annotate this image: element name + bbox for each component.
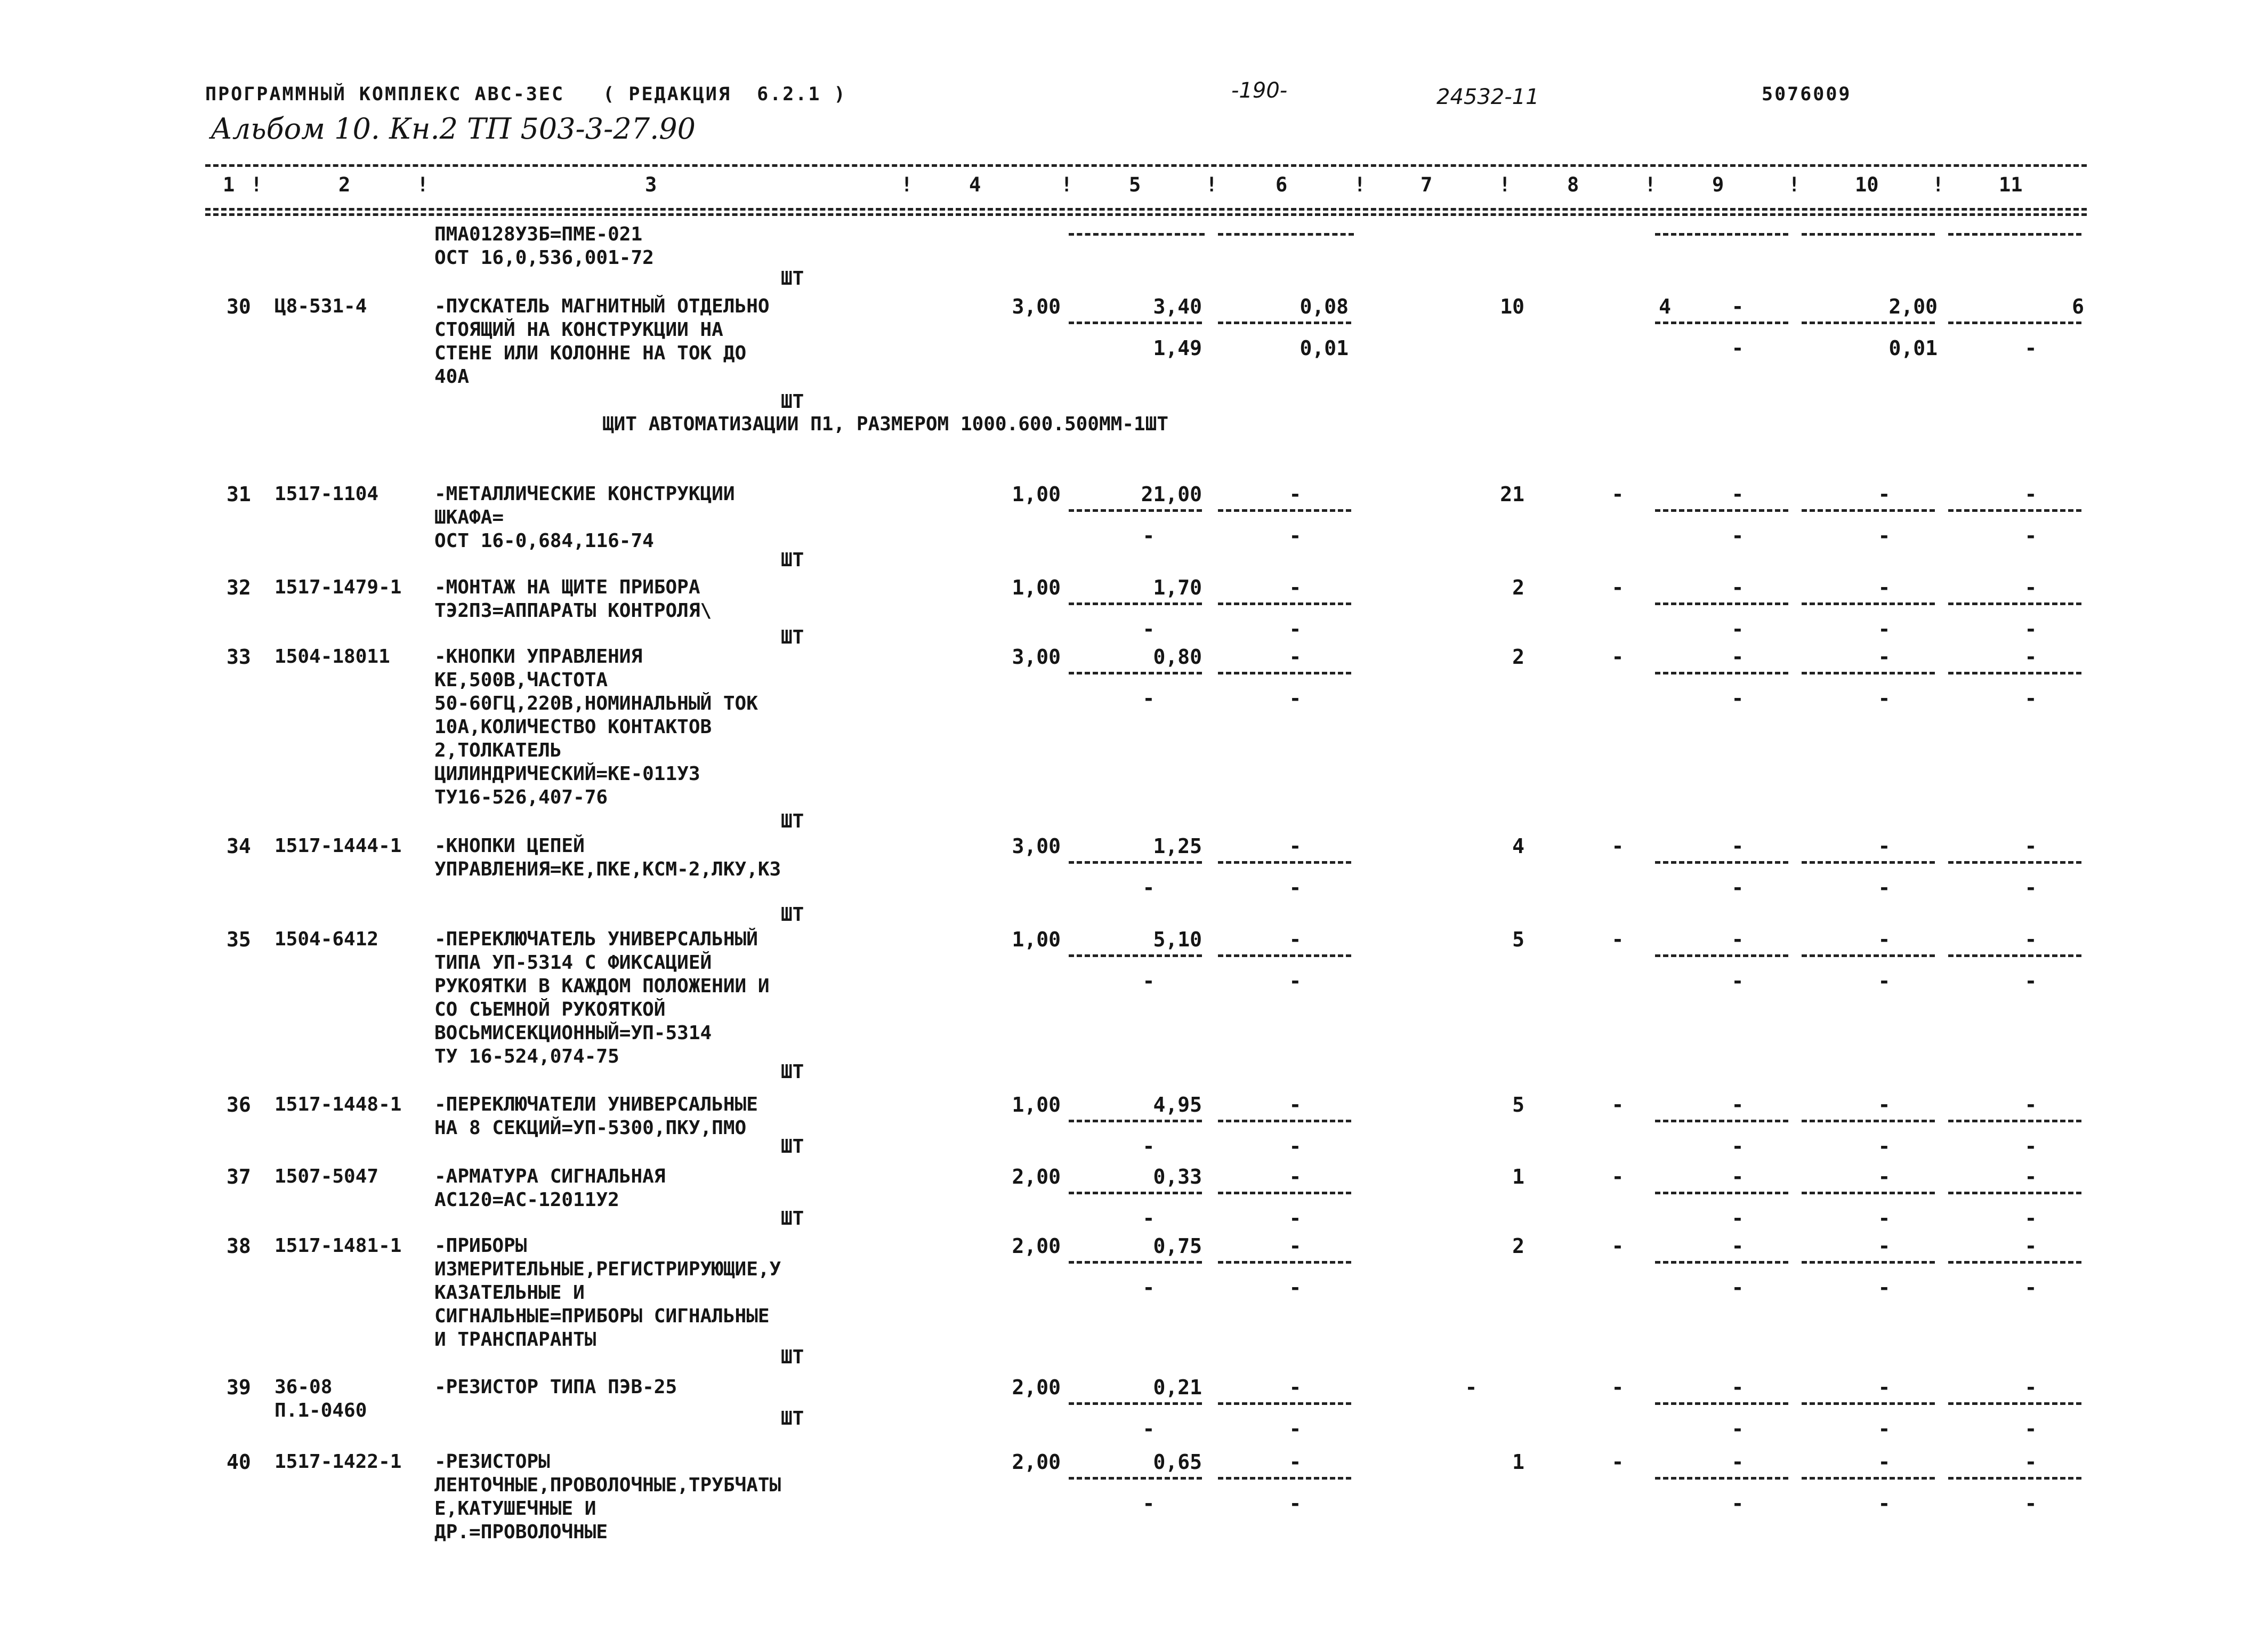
- cell-c7: 10: [1500, 295, 1524, 318]
- cell-bar-c11: [1948, 672, 2081, 674]
- cell-c6: -: [1289, 645, 1302, 669]
- cell-bar-c11: [1948, 1477, 2081, 1480]
- cell-bar-c6: [1218, 1477, 1351, 1480]
- cell-c10b: -: [1878, 1276, 1891, 1299]
- cell-bar-c10: [1802, 322, 1935, 324]
- cell-c5b: -: [1142, 876, 1155, 899]
- cell-bar-c11: [1948, 1120, 2081, 1122]
- cell-bar-c5: [1069, 672, 1202, 674]
- row-code: 1517-1448-1: [275, 1094, 402, 1115]
- cell-c9: -: [1731, 1234, 1744, 1258]
- cell-c11b: -: [2024, 1276, 2037, 1299]
- cell-c8: -: [1611, 1450, 1624, 1474]
- row-code: 1517-1444-1: [275, 835, 402, 857]
- cell-c10b: -: [1878, 876, 1891, 899]
- cell-c5b: -: [1142, 1276, 1155, 1299]
- cell-c6: -: [1289, 483, 1302, 506]
- cell-c6b: -: [1289, 1135, 1302, 1158]
- cell-c6b: -: [1289, 1276, 1302, 1299]
- row-unit: ШТ: [781, 1136, 804, 1158]
- cell-c9: -: [1731, 834, 1744, 858]
- cell-c6b: -: [1289, 687, 1302, 710]
- cell-c5: 0,80: [1153, 645, 1202, 669]
- cell-c10: -: [1878, 645, 1891, 669]
- cell-bar-c6: [1218, 602, 1351, 605]
- cell-c11: -: [2024, 1093, 2037, 1116]
- cell-c10: -: [1878, 576, 1891, 599]
- cell-bar-c9: [1655, 602, 1788, 605]
- cell-bar-c11: [1948, 1192, 2081, 1194]
- cell-c4: 3,00: [1012, 834, 1061, 858]
- cell-bar-c11: [1948, 954, 2081, 957]
- cell-c10: -: [1878, 834, 1891, 858]
- cell-c10b: 0,01: [1888, 336, 1938, 360]
- cell-c10: -: [1878, 1165, 1891, 1188]
- document-number: 24532-11: [1436, 85, 1539, 109]
- cell-bar-c10: [1802, 1477, 1935, 1480]
- cell-bar-c10: [1802, 1192, 1935, 1194]
- row-description: -ПЕРЕКЛЮЧАТЕЛИ УНИВЕРСАЛЬНЫЕ НА 8 СЕКЦИЙ=УП-5300,ПКУ,ПМО: [434, 1094, 758, 1139]
- row-number: 32: [227, 576, 251, 599]
- cell-bar-c9: [1655, 322, 1788, 324]
- cell-c7: 5: [1512, 1093, 1524, 1116]
- cell-c6: 0,08: [1300, 295, 1349, 318]
- cell-bar-c9: [1655, 1192, 1788, 1194]
- cell-bar-c5: [1069, 509, 1202, 512]
- cell-c9b: -: [1731, 1207, 1744, 1230]
- col-5: 5: [1129, 173, 1141, 196]
- row-code: 1517-1479-1: [275, 576, 402, 598]
- cell-c6b: -: [1289, 1492, 1302, 1515]
- cell-c6b: -: [1289, 524, 1302, 548]
- cell-c7: 1: [1512, 1450, 1524, 1474]
- cell-bar-c11: [1948, 1402, 2081, 1405]
- cell-c11b: -: [2024, 969, 2037, 993]
- row-code: 1504-6412: [275, 928, 379, 950]
- cell-bar-c9: [1655, 1477, 1788, 1480]
- cell-c5b: -: [1142, 1207, 1155, 1230]
- col-sep: !: [901, 173, 913, 196]
- row-number: 30: [227, 295, 251, 318]
- pre-bar-11: [1948, 233, 2081, 236]
- cell-c8: -: [1611, 483, 1624, 506]
- row-unit: ШТ: [781, 904, 804, 926]
- cell-c4: 1,00: [1012, 576, 1061, 599]
- cell-bar-c11: [1948, 1261, 2081, 1264]
- row-number: 34: [227, 834, 251, 858]
- row-description: -КНОПКИ УПРАВЛЕНИЯ КЕ,500В,ЧАСТОТА 50-60ГЦ,220В,НОМИНАЛЬНЫЙ ТОК 10А,КОЛИЧЕСТВО КОНТАКТОВ 2,ТОЛКАТЕЛЬ ЦИЛИНДРИЧЕСКИЙ=КЕ-011У3 ТУ16-526,407-76: [434, 646, 758, 808]
- cell-c8: -: [1611, 834, 1624, 858]
- cell-c10b: -: [1878, 1492, 1891, 1515]
- cell-c10b: -: [1878, 524, 1891, 548]
- cell-c10b: -: [1878, 969, 1891, 993]
- cell-c10: -: [1878, 1376, 1891, 1399]
- col-1: 1: [223, 173, 235, 196]
- cell-c7: 1: [1512, 1165, 1524, 1188]
- row-description: -РЕЗИСТОР ТИПА ПЭВ-25: [434, 1376, 677, 1398]
- cell-bar-c11: [1948, 602, 2081, 605]
- cell-bar-c10: [1802, 509, 1935, 512]
- cell-c11b: -: [2024, 1492, 2037, 1515]
- header-top-rule: [205, 164, 2087, 167]
- cell-c11: -: [2024, 1234, 2037, 1258]
- cell-c7: 2: [1512, 645, 1524, 669]
- cell-c4: 3,00: [1012, 295, 1061, 318]
- cell-c6: -: [1289, 1165, 1302, 1188]
- cell-c11b: -: [2024, 1135, 2037, 1158]
- cell-bar-c10: [1802, 1261, 1935, 1264]
- cell-c11: -: [2024, 834, 2037, 858]
- row-description: -РЕЗИСТОРЫ ЛЕНТОЧНЫЕ,ПРОВОЛОЧНЫЕ,ТРУБЧАТЫ Е,КАТУШЕЧНЫЕ И ДР.=ПРОВОЛОЧНЫЕ: [434, 1451, 781, 1543]
- row-description: -КНОПКИ ЦЕПЕЙ УПРАВЛЕНИЯ=КЕ,ПКЕ,КСМ-2,ЛКУ,КЗ: [434, 835, 781, 880]
- cell-bar-c5: [1069, 1192, 1202, 1194]
- cell-c9: -: [1731, 1376, 1744, 1399]
- row-number: 33: [227, 645, 251, 669]
- col-8: 8: [1567, 173, 1579, 196]
- cell-c11b: -: [2024, 617, 2037, 641]
- cell-c11: -: [2024, 1165, 2037, 1188]
- cell-c5: 3,40: [1153, 295, 1202, 318]
- cell-c6: -: [1289, 834, 1302, 858]
- cell-c5: 0,65: [1153, 1450, 1202, 1474]
- cell-c11b: -: [2024, 524, 2037, 548]
- cell-c6: -: [1289, 1450, 1302, 1474]
- cell-c8: -: [1611, 1165, 1624, 1188]
- cell-c5: 0,75: [1153, 1234, 1202, 1258]
- cell-c10: -: [1878, 1234, 1891, 1258]
- cell-c7: 2: [1512, 576, 1524, 599]
- cell-bar-c6: [1218, 322, 1351, 324]
- row-description: -МЕТАЛЛИЧЕСКИЕ КОНСТРУКЦИИ ШКАФА= ОСТ 16-0,684,116-74: [434, 483, 735, 552]
- cell-c9: -: [1731, 295, 1744, 318]
- cell-c10b: -: [1878, 1417, 1891, 1441]
- cell-bar-c6: [1218, 509, 1351, 512]
- cell-c11b: -: [2024, 1417, 2037, 1441]
- cell-c5b: -: [1142, 1135, 1155, 1158]
- section-title: ЩИТ АВТОМАТИЗАЦИИ П1, РАЗМЕРОМ 1000.600.500ММ-1ШТ: [602, 413, 1169, 435]
- cell-c5: 21,00: [1141, 483, 1202, 506]
- cell-c6b: -: [1289, 1207, 1302, 1230]
- col-9: 9: [1712, 173, 1724, 196]
- row-number: 35: [227, 928, 251, 951]
- cell-c9b: -: [1731, 687, 1744, 710]
- cell-c5: 1,25: [1153, 834, 1202, 858]
- cell-c8: -: [1611, 1234, 1624, 1258]
- cell-c10b: -: [1878, 1135, 1891, 1158]
- cell-c9b: -: [1731, 617, 1744, 641]
- cell-c11: 6: [2072, 295, 2084, 318]
- row-unit: ШТ: [781, 391, 804, 413]
- cell-c10: -: [1878, 483, 1891, 506]
- cell-bar-c5: [1069, 322, 1202, 324]
- row-unit: ШТ: [781, 1346, 804, 1368]
- cell-c7: 4: [1512, 834, 1524, 858]
- cell-bar-c11: [1948, 509, 2081, 512]
- cell-c6: -: [1289, 576, 1302, 599]
- col-10: 10: [1855, 173, 1879, 196]
- cell-c9b: -: [1731, 1417, 1744, 1441]
- pre-bar-6: [1218, 233, 1354, 236]
- row-number: 36: [227, 1093, 251, 1116]
- album-reference: Альбом 10. Кн.2 ТП 503-3-27.90: [211, 112, 696, 146]
- cell-c5: 0,21: [1153, 1376, 1202, 1399]
- col-sep: !: [417, 173, 429, 196]
- col-sep: !: [1354, 173, 1366, 196]
- row-code: 1517-1422-1: [275, 1451, 402, 1473]
- cell-c5: 0,33: [1153, 1165, 1202, 1188]
- cell-c10: 2,00: [1888, 295, 1938, 318]
- cell-c10: -: [1878, 928, 1891, 951]
- cell-c10: -: [1878, 1093, 1891, 1116]
- cell-c10b: -: [1878, 1207, 1891, 1230]
- cell-c9b: -: [1731, 1492, 1744, 1515]
- col-sep: !: [1206, 173, 1218, 196]
- row-description: -АРМАТУРА СИГНАЛЬНАЯ АС120=АС-12011У2: [434, 1166, 666, 1211]
- cell-c8: -: [1611, 1093, 1624, 1116]
- row-number: 37: [227, 1165, 251, 1188]
- col-sep: !: [1644, 173, 1657, 196]
- cell-c11b: -: [2024, 336, 2037, 360]
- cell-bar-c10: [1802, 602, 1935, 605]
- row-number: 31: [227, 483, 251, 506]
- cell-c10b: -: [1878, 617, 1891, 641]
- program-title: ПРОГРАММНЫЙ КОМПЛЕКС АВС-3ЕС ( РЕДАКЦИЯ 6.2.1 ): [205, 84, 847, 105]
- cell-bar-c6: [1218, 672, 1351, 674]
- cell-bar-c9: [1655, 861, 1788, 864]
- row-description: -МОНТАЖ НА ЩИТЕ ПРИБОРА ТЭ2П3=АППАРАТЫ КОНТРОЛЯ\: [434, 576, 712, 622]
- col-11: 11: [1999, 173, 2023, 196]
- page-number: -190-: [1231, 78, 1288, 103]
- row-unit: ШТ: [781, 549, 804, 571]
- cell-c8: -: [1611, 928, 1624, 951]
- cell-bar-c10: [1802, 672, 1935, 674]
- row-number: 39: [227, 1376, 251, 1399]
- cell-c11b: -: [2024, 1207, 2037, 1230]
- pre-block-text: ПМА0128У3Б=ПМЕ-021 ОСТ 16,0,536,001-72: [434, 223, 654, 269]
- cell-c9: -: [1731, 1450, 1744, 1474]
- header-bottom-rule: [205, 208, 2087, 211]
- cell-c6b: -: [1289, 969, 1302, 993]
- cell-c9b: -: [1731, 524, 1744, 548]
- cell-c11: -: [2024, 483, 2037, 506]
- col-3: 3: [645, 173, 657, 196]
- cell-c5: 4,95: [1153, 1093, 1202, 1116]
- col-sep: !: [1932, 173, 1944, 196]
- row-code: 1517-1481-1: [275, 1235, 402, 1257]
- row-unit: ШТ: [781, 626, 804, 648]
- cell-c11b: -: [2024, 687, 2037, 710]
- cell-c5b: -: [1142, 969, 1155, 993]
- cell-bar-c6: [1218, 1120, 1351, 1122]
- cell-c9b: -: [1731, 1135, 1744, 1158]
- col-sep: !: [1499, 173, 1511, 196]
- cell-bar-c6: [1218, 1192, 1351, 1194]
- col-4: 4: [969, 173, 981, 196]
- cell-c9: -: [1731, 928, 1744, 951]
- cell-c11: -: [2024, 645, 2037, 669]
- cell-c5b: -: [1142, 687, 1155, 710]
- cell-c9: -: [1731, 576, 1744, 599]
- row-description: -ПЕРЕКЛЮЧАТЕЛЬ УНИВЕРСАЛЬНЫЙ ТИПА УП-5314 С ФИКСАЦИЕЙ РУКОЯТКИ В КАЖДОМ ПОЛОЖЕНИИ И СО СЪЕМНОЙ РУКОЯТКОЙ ВОСЬМИСЕКЦИОННЫЙ=УП-5314 ТУ 16-524,074-75: [434, 928, 770, 1067]
- cell-bar-c10: [1802, 861, 1935, 864]
- cell-c9: -: [1731, 645, 1744, 669]
- cell-bar-c9: [1655, 509, 1788, 512]
- col-sep: !: [1788, 173, 1801, 196]
- cell-c4: 2,00: [1012, 1234, 1061, 1258]
- cell-c11: -: [2024, 1450, 2037, 1474]
- cell-c11b: -: [2024, 876, 2037, 899]
- col-sep: !: [251, 173, 263, 196]
- cell-c8: -: [1611, 1376, 1624, 1399]
- cell-c5: 5,10: [1153, 928, 1202, 951]
- cell-bar-c9: [1655, 1402, 1788, 1405]
- cell-c6: -: [1289, 1376, 1302, 1399]
- cell-c9: -: [1731, 1093, 1744, 1116]
- cell-c9b: -: [1731, 969, 1744, 993]
- cell-c6b: -: [1289, 617, 1302, 641]
- cell-c8: -: [1611, 645, 1624, 669]
- cell-c6: -: [1289, 1234, 1302, 1258]
- cell-bar-c5: [1069, 602, 1202, 605]
- cell-c6: -: [1289, 928, 1302, 951]
- cell-c9: -: [1731, 1165, 1744, 1188]
- row-code: Ц8-531-4: [275, 295, 367, 317]
- header-bottom-rule-2: [205, 213, 2087, 216]
- cell-bar-c11: [1948, 861, 2081, 864]
- col-6: 6: [1276, 173, 1288, 196]
- cell-c10: -: [1878, 1450, 1891, 1474]
- cell-bar-c6: [1218, 954, 1351, 957]
- cell-c4: 2,00: [1012, 1450, 1061, 1474]
- cell-c4: 2,00: [1012, 1376, 1061, 1399]
- cell-bar-c5: [1069, 1120, 1202, 1122]
- cell-c9: -: [1731, 483, 1744, 506]
- cell-c7: 2: [1512, 1234, 1524, 1258]
- pre-block-unit: ШТ: [781, 268, 804, 290]
- col-sep: !: [1061, 173, 1073, 196]
- cell-c7: 21: [1500, 483, 1524, 506]
- col-2: 2: [338, 173, 351, 196]
- cell-bar-c5: [1069, 861, 1202, 864]
- row-code: 1507-5047: [275, 1166, 379, 1187]
- pre-bar-9: [1655, 233, 1788, 236]
- cell-bar-c11: [1948, 322, 2081, 324]
- row-number: 38: [227, 1234, 251, 1258]
- row-code: 1504-18011: [275, 646, 390, 668]
- cell-c4: 3,00: [1012, 645, 1061, 669]
- row-description: -ПРИБОРЫ ИЗМЕРИТЕЛЬНЫЕ,РЕГИСТРИРУЮЩИЕ,У КАЗАТЕЛЬНЫЕ И СИГНАЛЬНЫЕ=ПРИБОРЫ СИГНАЛЬНЫЕ И ТРАНСПАРАНТЫ: [434, 1235, 781, 1351]
- cell-bar-c6: [1218, 1402, 1351, 1405]
- cell-c6: -: [1289, 1093, 1302, 1116]
- cell-bar-c9: [1655, 954, 1788, 957]
- cell-c8: -: [1611, 576, 1624, 599]
- row-unit: ШТ: [781, 1408, 804, 1429]
- col-7: 7: [1420, 173, 1433, 196]
- cell-c8: 4: [1659, 295, 1671, 318]
- cell-c5b: 1,49: [1153, 336, 1202, 360]
- cell-bar-c9: [1655, 1261, 1788, 1264]
- row-unit: ШТ: [781, 1061, 804, 1083]
- cell-c9b: -: [1731, 1276, 1744, 1299]
- cell-c6b: -: [1289, 876, 1302, 899]
- cell-c4: 1,00: [1012, 928, 1061, 951]
- cell-c7: -: [1465, 1376, 1478, 1399]
- cell-c11: -: [2024, 576, 2037, 599]
- cell-bar-c9: [1655, 1120, 1788, 1122]
- cell-bar-c5: [1069, 1477, 1202, 1480]
- cell-c4: 2,00: [1012, 1165, 1061, 1188]
- pre-bar-10: [1802, 233, 1935, 236]
- cell-bar-c10: [1802, 1120, 1935, 1122]
- cell-bar-c5: [1069, 1402, 1202, 1405]
- cell-c5b: -: [1142, 1417, 1155, 1441]
- cell-c4: 1,00: [1012, 483, 1061, 506]
- cell-bar-c10: [1802, 1402, 1935, 1405]
- cell-bar-c5: [1069, 954, 1202, 957]
- document-code: 5076009: [1762, 84, 1852, 105]
- cell-c5b: -: [1142, 1492, 1155, 1515]
- pre-bar-5: [1069, 233, 1205, 236]
- cell-c10b: -: [1878, 687, 1891, 710]
- row-unit: ШТ: [781, 810, 804, 832]
- row-description: -ПУСКАТЕЛЬ МАГНИТНЫЙ ОТДЕЛЬНО СТОЯЩИЙ НА КОНСТРУКЦИИ НА СТЕНЕ ИЛИ КОЛОННЕ НА ТОК ДО 40А: [434, 295, 770, 388]
- row-unit: ШТ: [781, 1208, 804, 1230]
- cell-bar-c9: [1655, 672, 1788, 674]
- cell-c9b: -: [1731, 336, 1744, 360]
- cell-c4: 1,00: [1012, 1093, 1061, 1116]
- cell-bar-c10: [1802, 954, 1935, 957]
- cell-c6b: -: [1289, 1417, 1302, 1441]
- cell-c9b: -: [1731, 876, 1744, 899]
- cell-bar-c6: [1218, 1261, 1351, 1264]
- row-code: 1517-1104: [275, 483, 379, 505]
- cell-c6b: 0,01: [1300, 336, 1349, 360]
- cell-c11: -: [2024, 928, 2037, 951]
- cell-c5b: -: [1142, 617, 1155, 641]
- cell-bar-c5: [1069, 1261, 1202, 1264]
- row-code: 36-08 П.1-0460: [275, 1376, 367, 1421]
- cell-bar-c6: [1218, 861, 1351, 864]
- cell-c5b: -: [1142, 524, 1155, 548]
- cell-c5: 1,70: [1153, 576, 1202, 599]
- cell-c7: 5: [1512, 928, 1524, 951]
- row-number: 40: [227, 1450, 251, 1474]
- cell-c11: -: [2024, 1376, 2037, 1399]
